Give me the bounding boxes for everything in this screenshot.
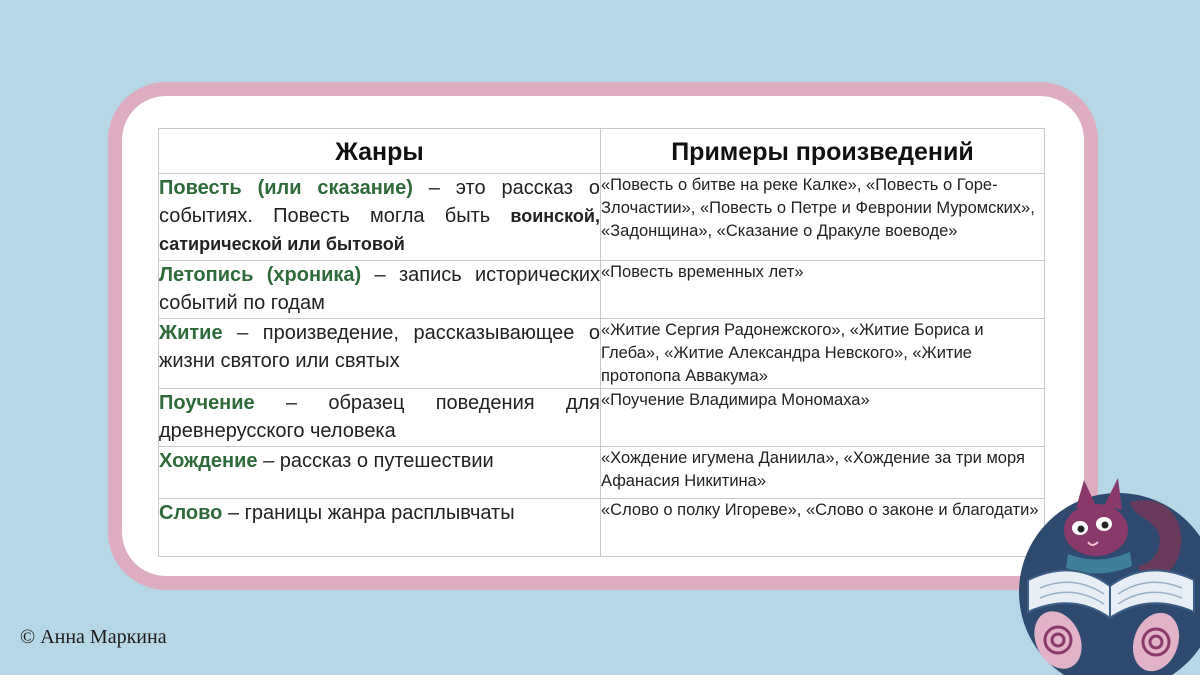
genre-cell (159, 447, 601, 499)
genre-description-bold: воинской, сатирической или бытовой (159, 206, 600, 254)
genre-term: Хождение (159, 450, 258, 472)
examples-cell: «Слово о полку Игореве», «Слово о законе и благодати» (601, 499, 1045, 557)
genre-term: Житие (159, 322, 223, 344)
genre-cell (159, 389, 601, 447)
header-genres: Жанры (159, 129, 601, 174)
squirrel-reading-book-icon (1018, 462, 1200, 675)
genres-table (158, 128, 1045, 557)
genre-cell (159, 319, 601, 389)
genre-cell (159, 174, 601, 261)
genre-term: Поучение (159, 392, 255, 414)
genre-cell (159, 261, 601, 319)
genre-term: Слово (159, 502, 223, 524)
examples-cell: «Повесть временных лет» (601, 261, 1045, 319)
genre-description: – образец поведения для древнерусского человека (159, 392, 600, 442)
copyright-text: © Анна Маркина (20, 626, 167, 648)
genre-description: – рассказ о путешествии (257, 450, 494, 472)
table-row (159, 319, 1045, 389)
examples-cell: «Поучение Владимира Мономаха» (601, 389, 1045, 447)
genre-description: – запись исторических событий по годам (159, 264, 600, 314)
table-header-row (159, 129, 1045, 174)
genre-description: – произведение, рассказывающее о жизни святого или святых (159, 322, 600, 372)
table-row (159, 499, 1045, 557)
examples-cell: «Хождение игумена Даниила», «Хождение за три моря Афанасия Никитина» (601, 447, 1045, 499)
genre-term: Летопись (хроника) (159, 264, 362, 286)
table-row (159, 447, 1045, 499)
genre-cell (159, 499, 601, 557)
table-row (159, 389, 1045, 447)
table-row (159, 261, 1045, 319)
examples-cell: «Повесть о битве на реке Калке», «Повесть о Горе-Злочастии», «Повесть о Петре и Февронии Муромских», «Задонщина», «Сказание о Дракуле воеводе» (601, 174, 1045, 261)
genre-description: – это рассказ о событиях. Повесть могла быть (159, 177, 600, 227)
header-examples: Примеры произведений (601, 129, 1045, 174)
genre-term: Повесть (или сказание) (159, 177, 413, 199)
table-row (159, 174, 1045, 261)
genre-description: – границы жанра расплывчаты (222, 502, 515, 524)
examples-cell: «Житие Сергия Радонежского», «Житие Бориса и Глеба», «Житие Александра Невского», «Житие протопопа Аввакума» (601, 319, 1045, 389)
